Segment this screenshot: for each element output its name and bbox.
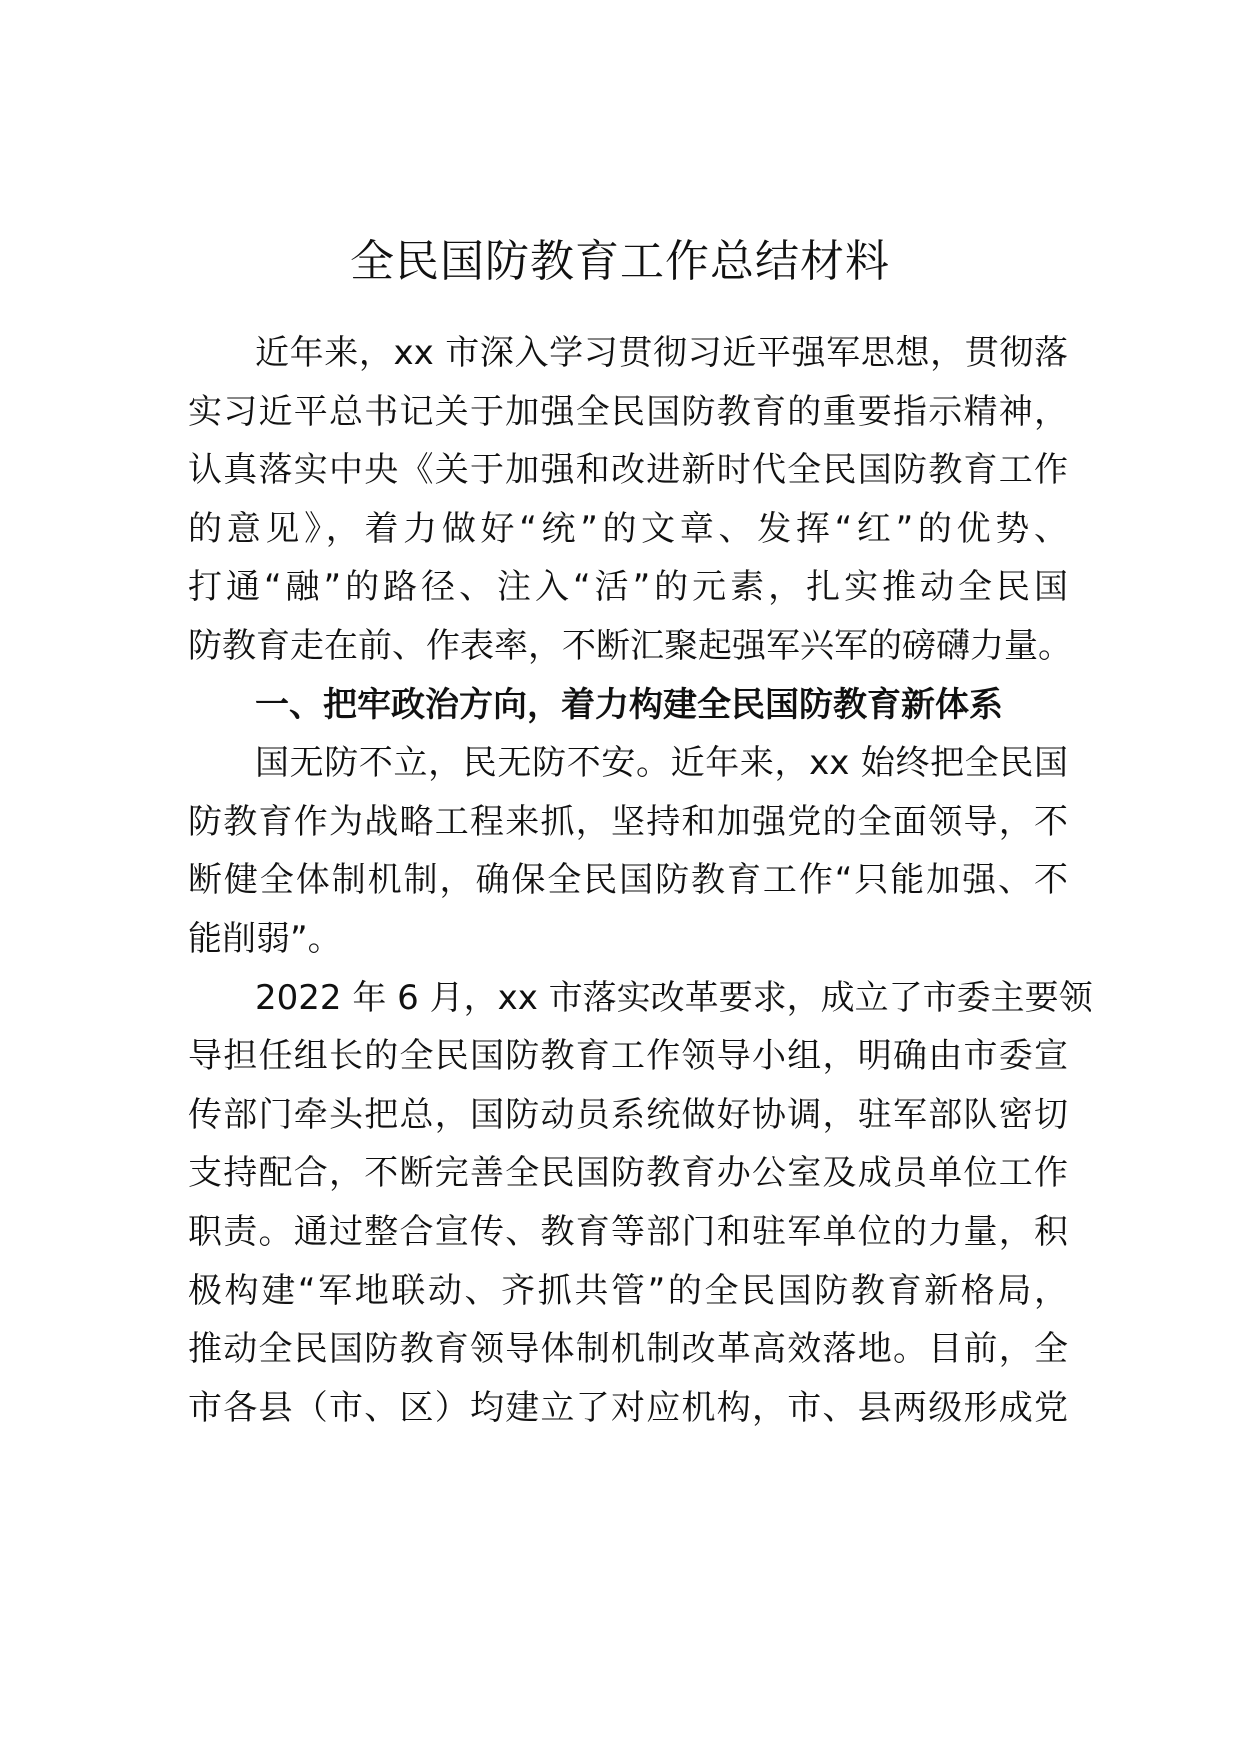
paragraph-line: 推动全民国防教育领导体制机制改革高效落地。目前，全 [188,1329,1068,1370]
paragraph-line: 职责。通过整合宣传、教育等部门和驻军单位的力量，积 [188,1212,1068,1252]
paragraph-line: 防教育走在前、作表率，不断汇聚起强军兴军的磅礴力量。 [188,626,1072,666]
paragraph-line: 传部门牵头把总，国防动员系统做好协调，驻军部队密切 [188,1094,1068,1135]
paragraph-line: 支持配合，不断完善全民国防教育办公室及成员单位工作 [188,1153,1068,1194]
paragraph-line: 导担任组长的全民国防教育工作领导小组，明确由市委宣 [188,1036,1068,1077]
paragraph-line: 打通“融”的路径、注入“活”的元素，扎实推动全民国 [188,567,1068,608]
paragraph-line: 极构建“军地联动、齐抓共管”的全民国防教育新格局， [188,1270,1068,1311]
paragraph-line: 国无防不立，民无防不安。近年来，xx 始终把全民国 [255,743,1068,784]
document-title: 全民国防教育工作总结材料 [350,236,890,287]
paragraph-line: 市各县（市、区）均建立了对应机构，市、县两级形成党 [188,1387,1068,1428]
paragraph-line: 实习近平总书记关于加强全民国防教育的重要指示精神， [188,391,1068,432]
paragraph-line: 的意见》，着力做好“统”的文章、发挥“红”的优势、 [188,508,1068,549]
paragraph-line: 认真落实中央《关于加强和改进新时代全民国防教育工作 [188,450,1068,491]
section-heading: 一、把牢政治方向，着力构建全民国防教育新体系 [255,684,1003,725]
paragraph-line: 断健全体制机制，确保全民国防教育工作“只能加强、不 [188,860,1068,901]
paragraph-line: 2022 年 6 月，xx 市落实改革要求，成立了市委主要领 [255,977,1093,1018]
paragraph-line: 能削弱”。 [188,919,342,959]
paragraph-line: 防教育作为战略工程来抓，坚持和加强党的全面领导，不 [188,801,1068,842]
paragraph-line: 近年来，xx 市深入学习贯彻习近平强军思想，贯彻落 [255,333,1068,373]
